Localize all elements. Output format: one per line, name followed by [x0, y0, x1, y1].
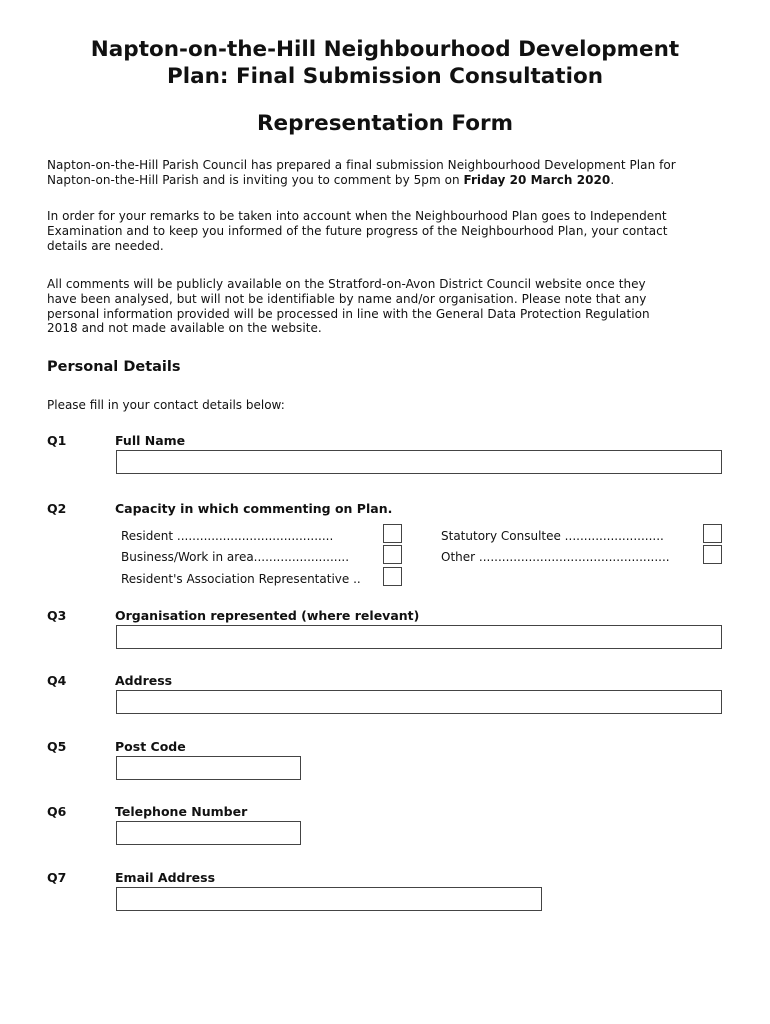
section-heading-personal-details: Personal Details: [47, 359, 181, 375]
question-label-address: Address: [115, 673, 173, 688]
intro-paragraph-line: personal information provided will be processed in line with the General Data Protection Regulation: [47, 306, 650, 321]
option-label-resident: Resident .........................................: [121, 529, 334, 543]
intro-paragraph-examination: [47, 209, 737, 253]
document-title-line-1: Napton-on-the-Hill Neighbourhood Development: [90, 37, 680, 62]
intro-paragraph-consultation: [47, 158, 737, 188]
document-title-line-2: Plan: Final Submission Consultation: [166, 64, 604, 89]
question-number-q3: Q3: [47, 608, 67, 623]
option-label-statutory: Statutory Consultee ..........................: [441, 529, 664, 543]
instruction-text: Please fill in your contact details below:: [47, 398, 285, 412]
statutory-consultee-checkbox[interactable]: [703, 524, 722, 543]
question-label-capacity: Capacity in which commenting on Plan.: [115, 501, 393, 516]
question-label-email: Email Address: [115, 870, 216, 885]
business-work-checkbox[interactable]: [383, 545, 402, 564]
question-label-telephone: Telephone Number: [115, 804, 248, 819]
intro-paragraph-line: [47, 173, 737, 188]
intro-paragraph-line: Napton-on-the-Hill Parish Council has prepared a final submission Neighbourhood Development Plan for: [47, 158, 676, 172]
intro-paragraph-line: details are needed.: [47, 238, 164, 253]
question-number-q7: Q7: [47, 870, 67, 885]
question-label-post-code: Post Code: [115, 739, 186, 754]
intro-paragraph-text: Napton-on-the-Hill Parish and is inviting you to comment by 5pm on: [47, 172, 464, 187]
post-code-field[interactable]: [116, 756, 301, 780]
option-label-other: Other ..................................................: [441, 550, 670, 564]
intro-paragraph-line: All comments will be publicly available on the Stratford-on-Avon District Council website once they: [47, 277, 646, 291]
organisation-field[interactable]: [116, 625, 722, 649]
question-number-q2: Q2: [47, 501, 67, 516]
intro-paragraph-line: In order for your remarks to be taken into account when the Neighbourhood Plan goes to Independent: [47, 209, 667, 223]
option-label-business: Business/Work in area.........................: [121, 550, 350, 564]
question-label-organisation: Organisation represented (where relevant): [115, 608, 420, 623]
option-label-association: Resident's Association Representative ..: [121, 572, 361, 586]
question-label-full-name: Full Name: [115, 433, 186, 448]
address-field[interactable]: [116, 690, 722, 714]
full-name-field[interactable]: [116, 450, 722, 474]
intro-paragraph-line: 2018 and not made available on the website.: [47, 321, 322, 336]
other-checkbox[interactable]: [703, 545, 722, 564]
question-number-q4: Q4: [47, 673, 67, 688]
question-number-q1: Q1: [47, 433, 67, 448]
telephone-field[interactable]: [116, 821, 301, 845]
intro-paragraph-line: have been analysed, but will not be identifiable by name and/or organisation. Please note that any: [47, 291, 647, 306]
deadline-date: Friday 20 March 2020: [463, 172, 611, 187]
resident-checkbox[interactable]: [383, 524, 402, 543]
intro-paragraph-line: Examination and to keep you informed of the future progress of the Neighbourhood Plan, your contact: [47, 223, 668, 238]
form-title: Representation Form: [257, 111, 513, 136]
question-number-q5: Q5: [47, 739, 67, 754]
intro-paragraph-privacy: [47, 277, 737, 336]
intro-paragraph-text: .: [610, 172, 615, 187]
residents-association-checkbox[interactable]: [383, 567, 402, 586]
email-field[interactable]: [116, 887, 542, 911]
question-number-q6: Q6: [47, 804, 67, 819]
